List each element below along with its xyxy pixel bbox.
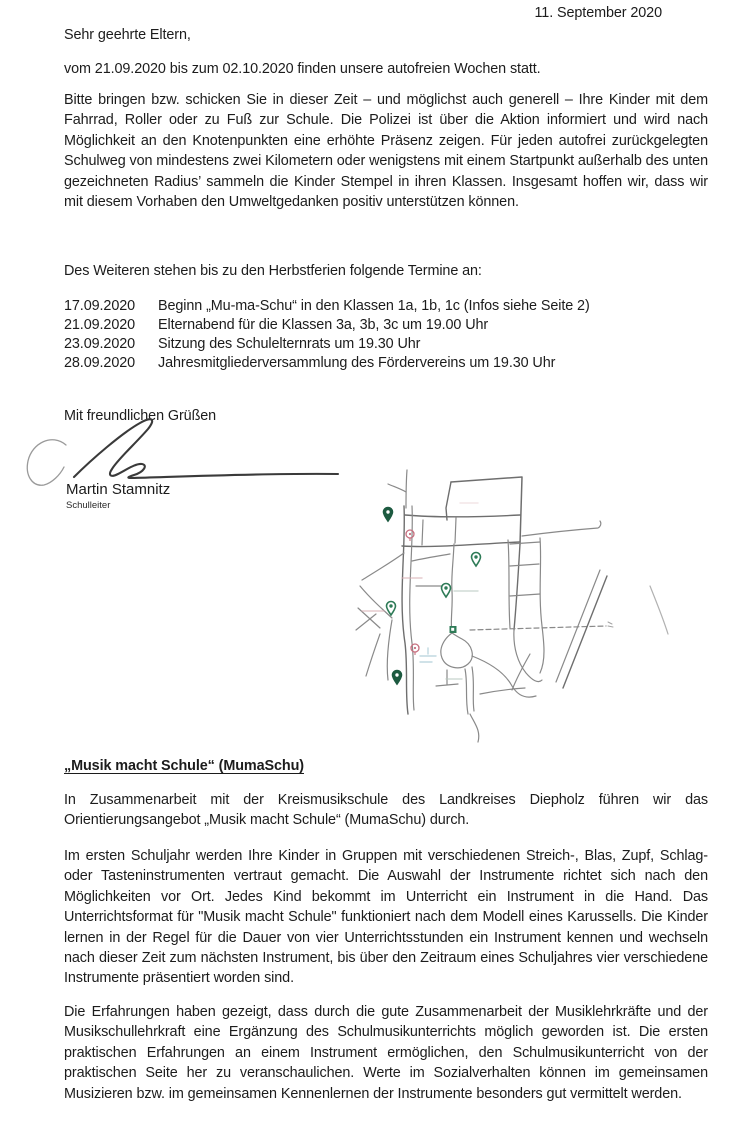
paragraph-autofrei: Bitte bringen bzw. schicken Sie in dieser Zeit – und möglichst auch generell – Ihre Kinder mit dem Fahrrad, Roller oder zu Fuß zur Schule. Die Polizei ist über die Aktion informiert und wird nach Möglichkeit an den Knotenpunkten eine erhöhte Präsenz zeigen. Für jeden autofrei zurückgelegten Schulweg von mindestens zwei Kilometern oder wenigstens mit einem Startpunkt außerhalb des unten gezeichneten Radius’ sammeln die Kinder Stempel in ihren Klassen. Insgesamt hoffen wir, dass wir mit diesem Vorhaben den Umweltgedanken positiv unterstützen können.	[64, 92, 708, 211]
map-pin-icon	[472, 553, 481, 567]
paragraph-mumaschu-1: In Zusammenarbeit mit der Kreismusikschule des Landkreises Diepholz führen wir das Orientierungsangebot „Musik macht Schule“ (MumaSchu) durch.	[64, 792, 708, 829]
map-pin-icon	[406, 530, 414, 541]
date-line: 11. September 2020	[534, 5, 662, 21]
termine-date: 23.09.2020	[64, 336, 136, 352]
termine-text: Sitzung des Schulelternrats um 19.30 Uhr	[158, 336, 421, 352]
signer-role: Schulleiter	[66, 500, 111, 511]
map-pin-icon	[387, 602, 396, 616]
termine-intro: Des Weiteren stehen bis zu den Herbstferien folgende Termine an:	[64, 263, 482, 279]
paragraph-mumaschu-2: Im ersten Schuljahr werden Ihre Kinder in Gruppen mit verschiedenen Streich-, Blas, Zupf, Schlag- oder Tasteninstrumenten vertraut gemacht. Die Auswahl der Instrumente richtet sich nach den Möglichkeiten vor Ort. Jedes Kind bekommt im Unterricht ein Instrument in die Hand. Das Unterrichtsformat für "Musik macht Schule" funktioniert nach dem Modell eines Karussells. Die Kinder lernen in der Regel für die Dauer von vier Unterrichtsstunden ein Instrument kennen und wechseln nach dieser Zeit zum nächsten Instrument, bis über den Zeitraum eines Schuljahres vier verschiedene Instrumente präsentiert worden sind.	[64, 848, 708, 987]
termine-list	[64, 297, 708, 373]
street-map-sketch	[350, 458, 688, 753]
map-pin-icon	[384, 508, 393, 522]
map-pin-icon	[450, 626, 457, 633]
termine-row	[64, 335, 708, 354]
termine-date: 21.09.2020	[64, 317, 136, 333]
map-pin-icon	[393, 671, 402, 685]
termine-row	[64, 297, 708, 316]
termine-row	[64, 316, 708, 335]
intro-line: vom 21.09.2020 bis zum 02.10.2020 finden unsere autofreien Wochen statt.	[64, 61, 541, 77]
termine-date: 17.09.2020	[64, 298, 136, 314]
termine-text: Beginn „Mu-ma-Schu“ in den Klassen 1a, 1b, 1c (Infos siehe Seite 2)	[158, 298, 590, 314]
termine-text: Jahresmitgliederversammlung des Fördervereins um 19.30 Uhr	[158, 355, 556, 371]
termine-text: Elternabend für die Klassen 3a, 3b, 3c um 19.00 Uhr	[158, 317, 489, 333]
signer-name: Martin Stamnitz	[66, 481, 171, 498]
illegible-label-marks	[362, 503, 478, 679]
termine-row	[64, 354, 708, 373]
paragraph-mumaschu-3: Die Erfahrungen haben gezeigt, dass durch die gute Zusammenarbeit der Musiklehrkräfte und der Musikschullehrkraft eine Ergänzung des Schulmusikunterrichts möglich geworden ist. Die ersten praktischen Erfahrungen an einem Instrument ermöglichen, den Schulmusikunterricht von der praktischen Seite her zu veranschaulichen. Werte im Sozialverhalten können im gemeinsamen Musizieren bzw. im gemeinsamen Kennenlernen der Instrumente besonders gut vermittelt werden.	[64, 1004, 708, 1102]
salutation: Sehr geehrte Eltern,	[64, 27, 191, 43]
map-pin-icon	[442, 584, 451, 598]
section-heading: „Musik macht Schule“ (MumaSchu)	[64, 758, 304, 774]
closing-line: Mit freundlichen Grüßen	[64, 408, 217, 424]
termine-date: 28.09.2020	[64, 355, 136, 371]
